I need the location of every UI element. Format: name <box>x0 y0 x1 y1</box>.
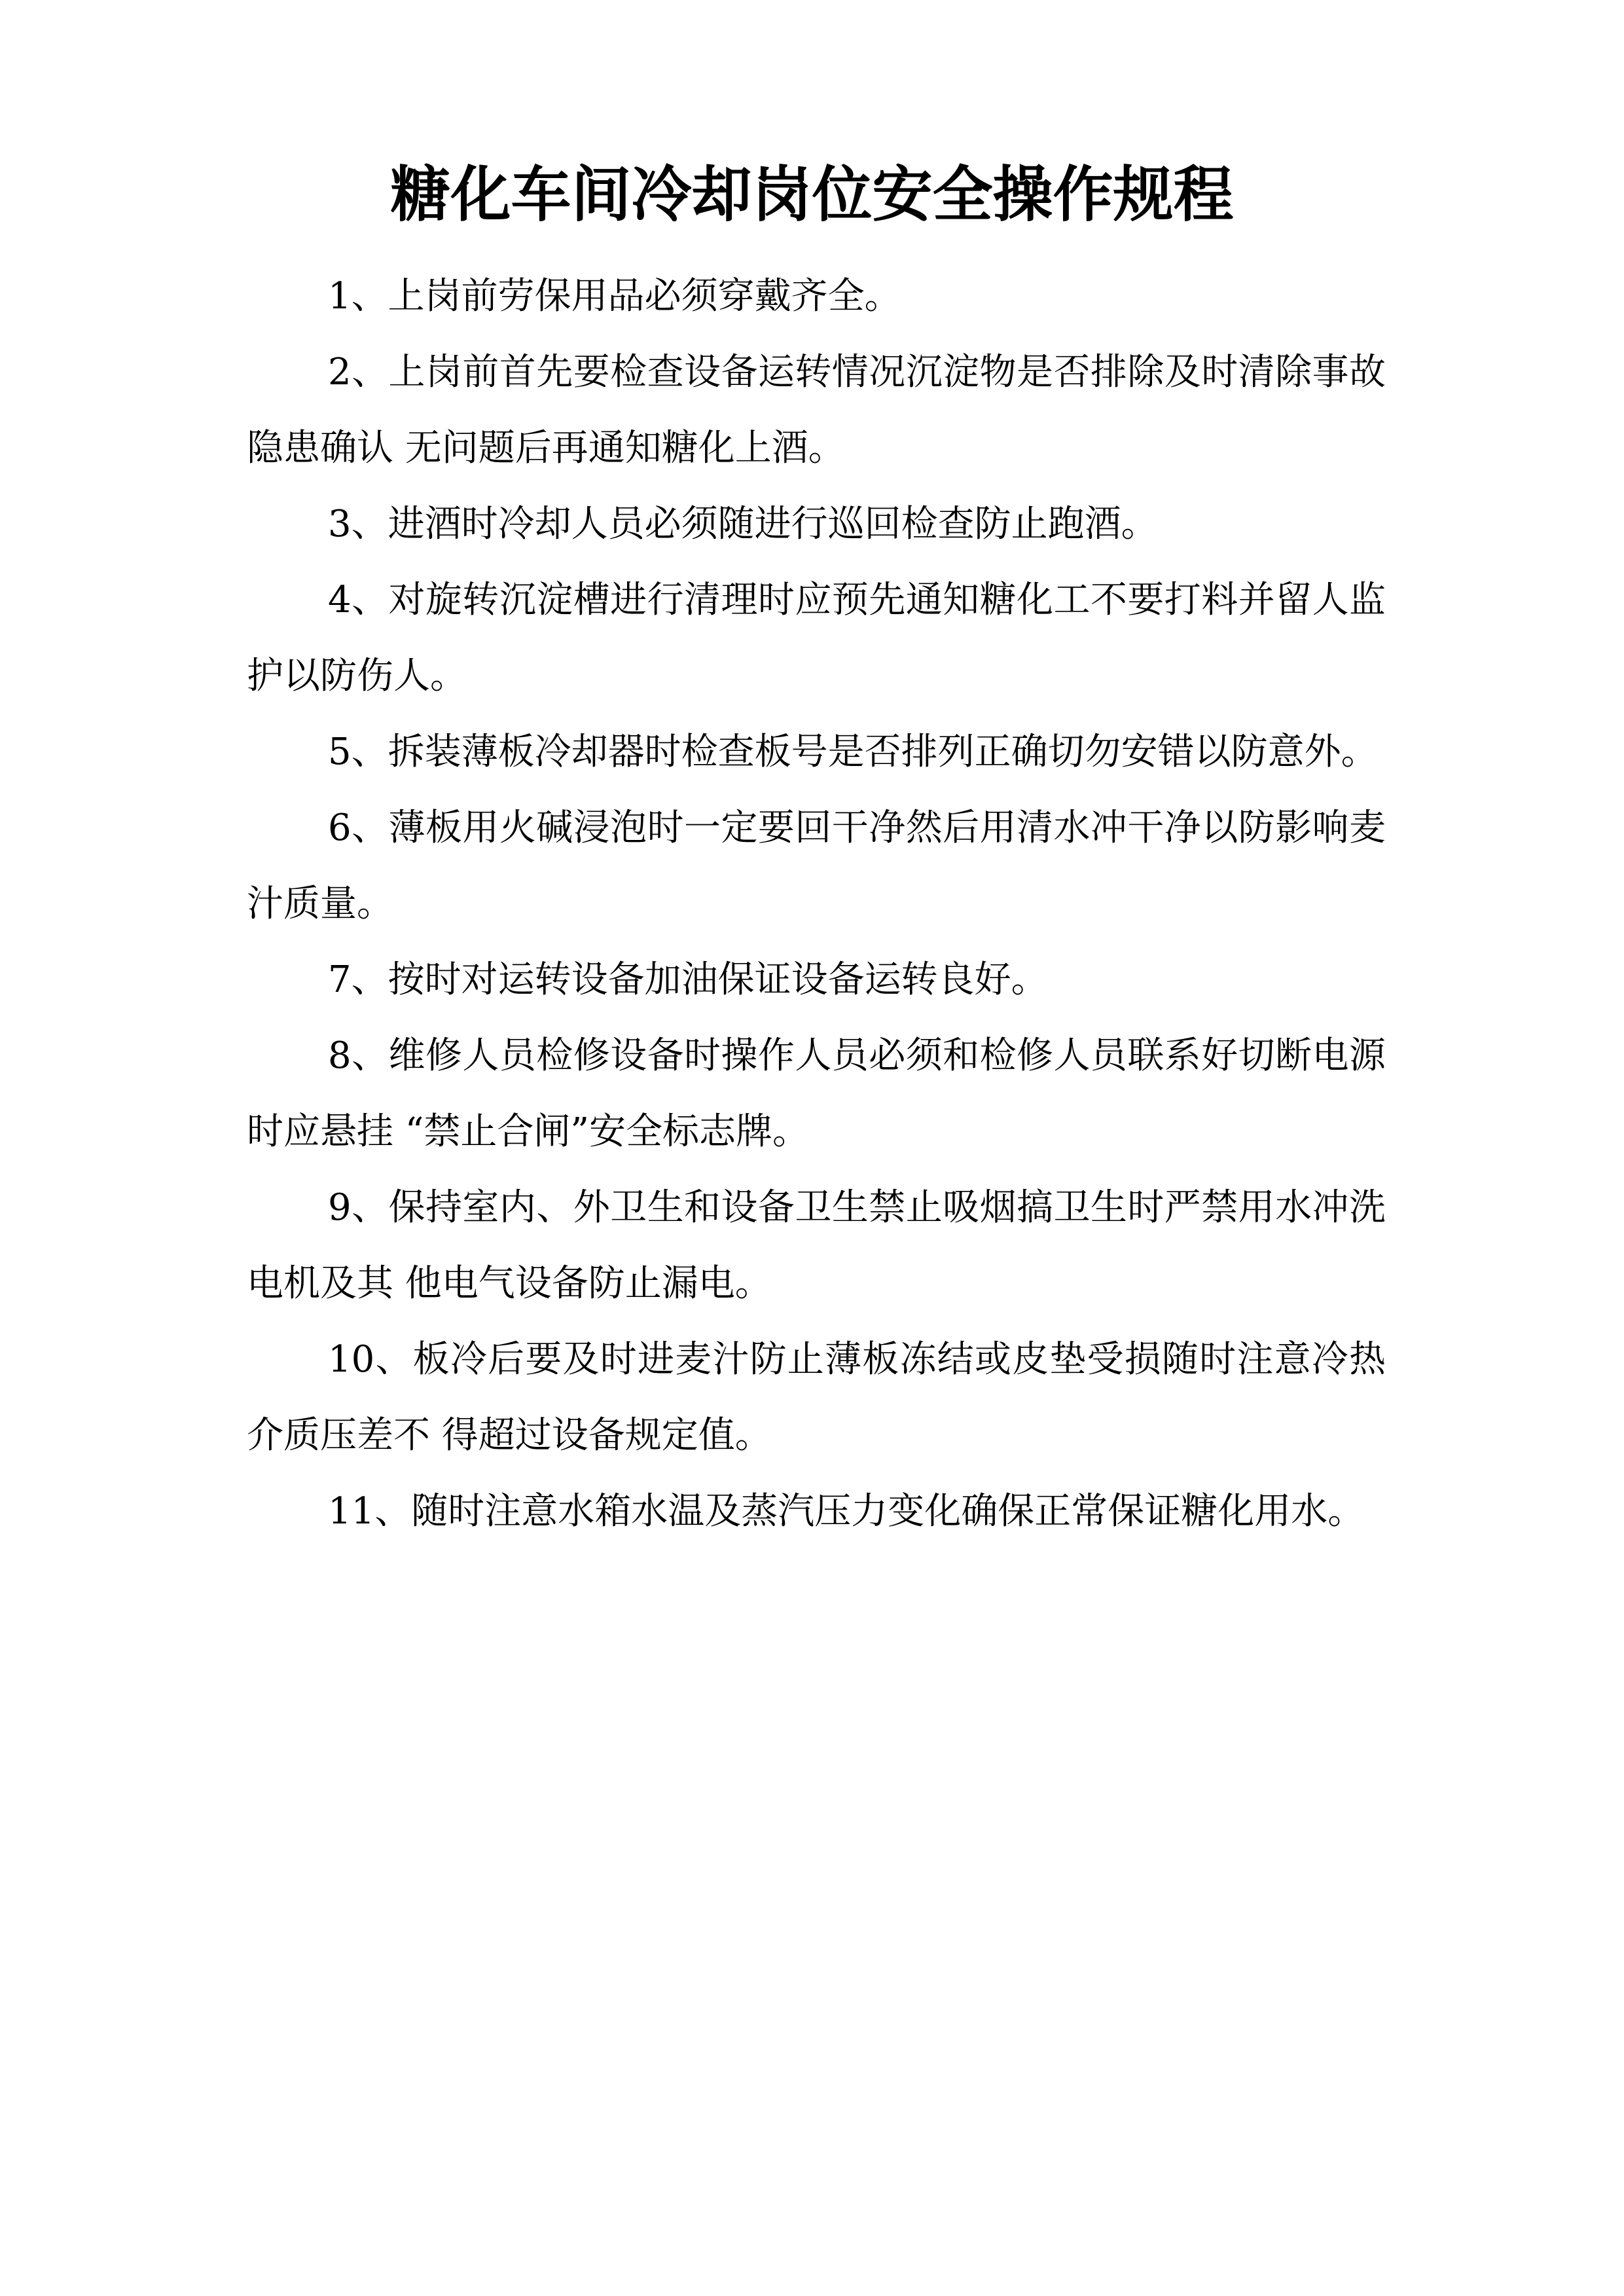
rule-item-5: 5、拆装薄板冷却器时检查板号是否排列正确切勿安错以防意外。 <box>328 731 1378 773</box>
document-title: 糖化车间冷却岗位安全操作规程 <box>390 159 1234 230</box>
rule-item-8: 8、维修人员检修设备时操作人员必须和检修人员联系好切断电源时应悬挂 “禁止合闸”安全标志牌。 <box>247 1034 1386 1153</box>
rule-item-2: 2、上岗前首先要检查设备运转情况沉淀物是否排除及时清除事故隐患确认 无问题后再通知糖化上酒。 <box>247 351 1386 469</box>
document-body <box>247 259 1386 1550</box>
rule-item-7: 7、按时对运转设备加油保证设备运转良好。 <box>328 958 1048 1001</box>
rule-item-9: 9、保持室内、外卫生和设备卫生禁止吸烟搞卫生时严禁用水冲洗电机及其 他电气设备防止漏电。 <box>247 1186 1386 1305</box>
rule-item-3: 3、进酒时冷却人员必须随进行巡回检查防止跑酒。 <box>328 503 1158 545</box>
rule-item-1: 1、上岗前劳保用品必须穿戴齐全。 <box>328 275 901 318</box>
rule-item-11: 11、随时注意水箱水温及蒸汽压力变化确保正常保证糖化用水。 <box>328 1490 1365 1533</box>
rule-item-4: 4、对旋转沉淀槽进行清理时应预先通知糖化工不要打料并留人监护以防伤人。 <box>247 579 1386 697</box>
rule-item-10: 10、板冷后要及时进麦汁防止薄板冻结或皮垫受损随时注意冷热介质压差不 得超过设备规定值。 <box>247 1338 1386 1457</box>
rule-item-6: 6、薄板用火碱浸泡时一定要回干净然后用清水冲干净以防影响麦汁质量。 <box>247 807 1386 925</box>
